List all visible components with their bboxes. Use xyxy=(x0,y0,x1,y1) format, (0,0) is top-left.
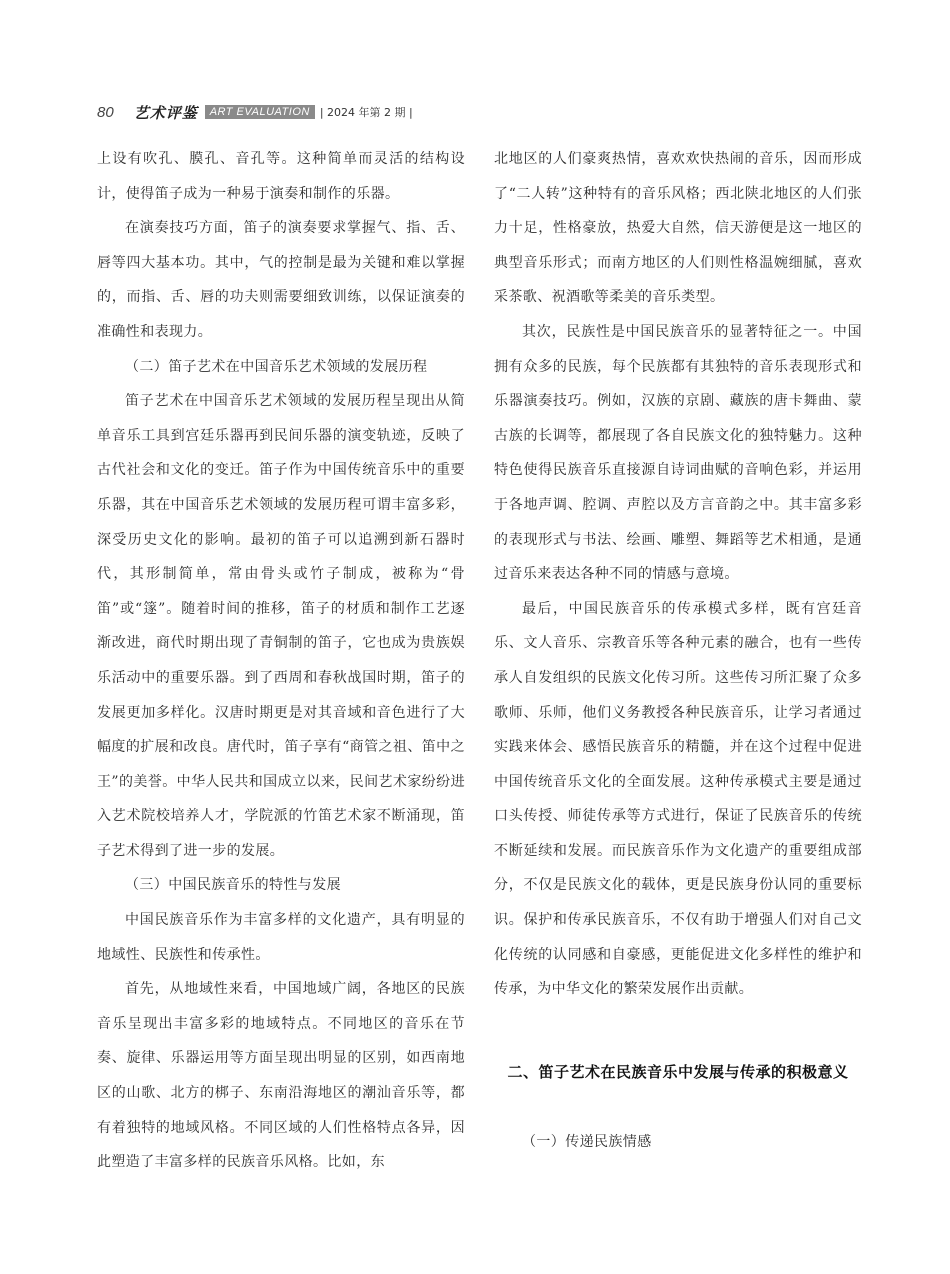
section-title: 二、笛子艺术在民族音乐中发展与传承的积极意义 xyxy=(507,1062,849,1081)
subheading: （三）中国民族音乐的特性与发展 xyxy=(125,877,341,894)
paragraph: 首先，从地域性来看，中国地域广阔，各地区的民族音乐呈现出丰富多彩的地域特点。不同地区的音乐在节奏、旋律、乐器运用等方面呈现出明显的区别，如西南地区的山歌、北方的梆子、东南沿海地区的潮汕音乐等，都有着独特的地域风格。不同区域的人们性格特点各异，因此塑造了丰富多样的民族音乐风格。比如，东 xyxy=(97,981,465,1171)
paragraph: 其次，民族性是中国民族音乐的显著特征之一。中国拥有众多的民族，每个民族都有其独特的音乐表现形式和乐器演奏技巧。例如，汉族的京剧、藏族的唐卡舞曲、蒙古族的长调等，都展现了各自民族文化的独特魅力。这种特色使得民族音乐直接源自诗词曲赋的音响色彩，并运用于各地声调、腔调、声腔以及方言音韵之中。其丰富多彩的表现形式与书法、绘画、雕塑、舞蹈等艺术相通，是通过音乐来表达各种不同的情感与意境。 xyxy=(494,323,862,583)
page-header xyxy=(97,101,413,123)
right-column xyxy=(494,142,862,1159)
subheading: （二）笛子艺术在中国音乐艺术领域的发展历程 xyxy=(125,358,428,375)
journal-english-title: ART EVALUATION xyxy=(205,105,315,119)
paragraph: 笛子艺术在中国音乐艺术领域的发展历程呈现出从简单音乐工具到宫廷乐器再到民间乐器的演变轨迹，反映了古代社会和文化的变迁。笛子作为中国传统音乐中的重要乐器，其在中国音乐艺术领域的发展历程可谓丰富多彩，深受历史文化的影响。最初的笛子可以追溯到新石器时代，其形制简单，常由骨头或竹子制成，被称为“骨笛”或“篴”。随着时间的推移，笛子的材质和制作工艺逐渐改进，商代时期出现了青铜制的笛子，它也成为贵族娱乐活动中的重要乐器。到了西周和春秋战国时期，笛子的发展更加多样化。汉唐时期更是对其音域和音色进行了大幅度的扩展和改良。唐代时，笛子享有“商管之祖、笛中之王”的美誉。中华人民共和国成立以来，民间艺术家纷纷进入艺术院校培养人才，学院派的竹笛艺术家不断涌现，笛子艺术得到了进一步的发展。 xyxy=(97,393,465,859)
page-number: 80 xyxy=(97,103,114,121)
paragraph: 最后，中国民族音乐的传承模式多样，既有宫廷音乐、文人音乐、宗教音乐等各种元素的融合，也有一些传承人自发组织的民族文化传习所。这些传习所汇聚了众多歌师、乐师，他们义务教授各种民族音乐，让学习者通过实践来体会、感悟民族音乐的精髓，并在这个过程中促进中国传统音乐文化的全面发展。这种传承模式主要是通过口头传授、师徒传承等方式进行，保证了民族音乐的传统不断延续和发展。而民族音乐作为文化遗产的重要组成部分，不仅是民族文化的载体，更是民族身份认同的重要标识。保护和传承民族音乐，不仅有助于增强人们对自己文化传统的认同感和自豪感，更能促进文化多样性的维护和传承，为中华文化的繁荣发展作出贡献。 xyxy=(494,600,862,998)
subheading: （一）传递民族情感 xyxy=(522,1133,652,1150)
paragraph: 中国民族音乐作为丰富多样的文化遗产，具有明显的地域性、民族性和传承性。 xyxy=(97,912,465,963)
paragraph: 上设有吹孔、膜孔、音孔等。这种简单而灵活的结构设计，使得笛子成为一种易于演奏和制作的乐器。 xyxy=(97,151,465,202)
issue-label: | 2024 年第 2 期 | xyxy=(319,106,413,119)
left-column xyxy=(97,142,465,1180)
journal-logo: 艺术评鉴 xyxy=(133,103,198,122)
paragraph: 北地区的人们豪爽热情，喜欢欢快热闹的音乐，因而形成了“二人转”这种特有的音乐风格；西北陕北地区的人们张力十足，性格豪放，热爱大自然，信天游便是这一地区的典型音乐形式；而南方地区的人们则性格温婉细腻，喜欢采茶歌、祝酒歌等柔美的音乐类型。 xyxy=(494,151,862,306)
paragraph: 在演奏技巧方面，笛子的演奏要求掌握气、指、舌、唇等四大基本功。其中，气的控制是最为关键和难以掌握的，而指、舌、唇的功夫则需要细致训练，以保证演奏的准确性和表现力。 xyxy=(97,220,465,340)
